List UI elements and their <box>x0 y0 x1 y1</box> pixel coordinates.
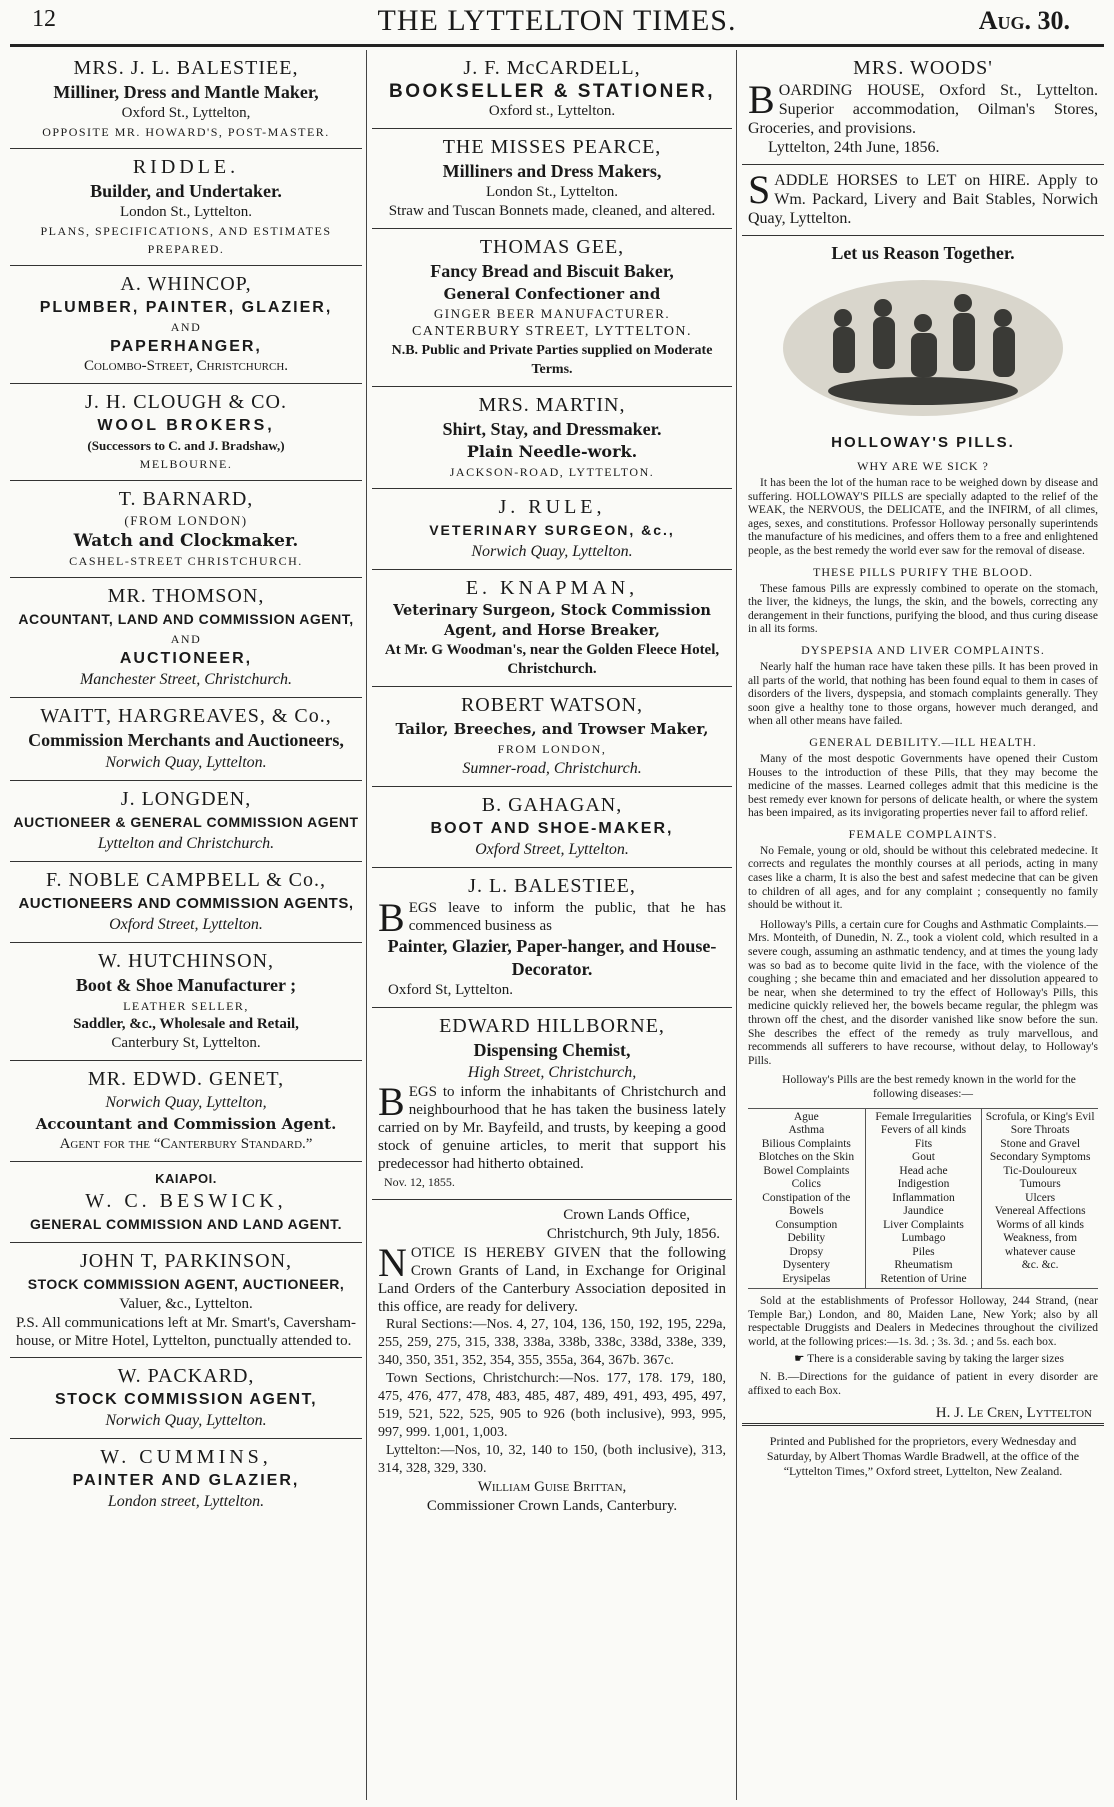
ad-address: London street, Lyttelton. <box>107 1493 265 1510</box>
ad-name: A. WHINCOP, <box>120 273 252 295</box>
ad-trade: STOCK COMMISSION AGENT, <box>54 1391 318 1408</box>
diseases-column <box>981 1109 1098 1289</box>
disease-item: Tic-Douloureux <box>1003 1164 1077 1177</box>
disease-item: Venereal Affections <box>994 1205 1086 1218</box>
disease-item: Secondary Symptoms <box>989 1151 1091 1164</box>
advertisement <box>742 165 1104 236</box>
advertisement <box>10 578 362 698</box>
ad-name: MRS. WOODS' <box>853 57 993 79</box>
ad-trade: Plain Needle-work. <box>466 442 638 461</box>
ad-address: Norwich Quay, Lyttelton. <box>105 1412 267 1429</box>
disease-item: Lumbago <box>901 1232 946 1245</box>
advertisement <box>10 1162 362 1243</box>
ad-address: Lyttelton and Christchurch. <box>97 835 275 852</box>
ad-trade: Boot & Shoe Manufacturer ; <box>75 975 297 995</box>
ad-trade: Shirt, Stay, and Dressmaker. <box>442 419 662 439</box>
column-1 <box>10 50 362 1800</box>
ad-address: At Mr. G Woodman's, near the Golden Fleece Hotel, Christchurch. <box>384 642 720 677</box>
ad-name: MR. EDWD. GENET, <box>87 1068 285 1090</box>
ad-name: J. L. BALESTIEE, <box>468 875 636 897</box>
ad-trade: Accountant and Commission Agent. <box>35 1115 337 1133</box>
engraving-illustration <box>773 273 1073 423</box>
notice-town-sections: Town Sections, Christchurch:—Nos. 177, 178. 179, 180, 475, 476, 477, 478, 483, 485, 487, 489, 491, 493, 495, 497, 519, 521, 522, 525, 905 to 926 (both inclusive), 993, 995, 997, 999. 1,001, 1,003. <box>378 1371 726 1440</box>
ad-trade: ACOUNTANT, LAND AND COMMISSION AGENT, <box>18 611 354 627</box>
disease-item: Ague <box>793 1110 819 1123</box>
ad-trade: Fancy Bread and Biscuit Baker, <box>430 261 674 281</box>
advertisement <box>372 489 732 570</box>
notice-lyttelton-sections: Lyttelton:—Nos, 10, 32, 140 to 150, (both inclusive), 313, 314, 328, 329, 330. <box>378 1443 726 1476</box>
diseases-column <box>748 1109 865 1289</box>
disease-item: Ulcers <box>1025 1191 1056 1204</box>
ad-headline: ADDLE HORSES to LET on HIRE. <box>774 172 1030 189</box>
disease-item: Rheumatism <box>894 1259 953 1272</box>
disease-item: Worms of all kinds <box>996 1218 1084 1231</box>
disease-item: Consumption <box>775 1218 838 1231</box>
disease-item: Weakness, from whatever cause <box>1003 1232 1078 1258</box>
disease-item: Liver Complaints <box>883 1218 964 1231</box>
diseases-column <box>865 1109 982 1289</box>
ad-trade: PLUMBER, PAINTER, GLAZIER, <box>39 299 333 316</box>
disease-item: Retention of Urine <box>880 1272 967 1285</box>
diseases-table <box>748 1108 1098 1290</box>
ad-date: Lyttelton, 24th June, 1856. <box>768 139 940 156</box>
advertisement <box>10 149 362 266</box>
crown-lands-notice <box>372 1200 732 1523</box>
ad-address: Oxford st., Lyttelton. <box>488 103 616 119</box>
ad-address: London St., Lyttelton. <box>485 184 619 200</box>
disease-item: Scrofula, or King's Evil <box>985 1110 1095 1123</box>
advertisement <box>10 1358 362 1439</box>
ad-address: CASHEL-STREET CHRISTCHURCH. <box>69 554 303 568</box>
advertisement <box>372 687 732 787</box>
ad-trade: Veterinary Surgeon, Stock Commission Agent, and Horse Breaker, <box>393 602 711 639</box>
ad-location: KAIAPOI. <box>155 1171 217 1186</box>
header-rule <box>10 44 1104 47</box>
advertisement <box>372 50 732 129</box>
advertisement <box>742 50 1104 165</box>
ad-name: J. RULE, <box>498 496 606 518</box>
ad-name: MRS. MARTIN, <box>478 394 626 416</box>
ad-body: EGS to inform the inhabitants of Christchurch and neighbourhood that he has taken the business lately carried on by Mr. Bayfeild, and trusts, by keeping a good stock of genuine articles, to merit that support his predecessor had hitherto obtained. <box>378 1084 726 1172</box>
ad-body: OARDING HOUSE, Oxford St., Lyttelton. Superior accommodation, Oilman's Stores, Groceries, and provisions. <box>748 82 1098 137</box>
pointing-hand-icon: ☛ <box>794 1353 808 1366</box>
ad-trade: AUCTIONEER, <box>119 650 253 667</box>
ad-trade: Watch and Clockmaker. <box>73 531 299 551</box>
ad-note: N.B. Public and Private Parties supplied on Moderate Terms. <box>391 343 713 377</box>
ad-note: PLANS, SPECIFICATIONS, AND ESTIMATES PREPARED. <box>40 224 332 256</box>
disease-item: Indigestion <box>897 1178 950 1191</box>
ad-name: J. F. McCARDELL, <box>463 57 641 79</box>
ad-address: Valuer, &c., Lyttelton. <box>119 1296 253 1312</box>
disease-item: Colics <box>791 1178 822 1191</box>
column-divider <box>366 50 367 1800</box>
ad-body: EGS leave to inform the public, that he has commenced business as <box>408 900 726 934</box>
ad-note: Agent for the “Canterbury Standard.” <box>59 1136 313 1152</box>
advertisement <box>10 943 362 1061</box>
ad-headline: Let us Reason Together. <box>831 243 1015 263</box>
drop-cap: B <box>748 77 775 122</box>
ad-trade: PAPERHANGER, <box>110 338 262 355</box>
newspaper-title: THE LYTTELTON TIMES. <box>377 4 737 37</box>
section-body: These famous Pills are expressly combined to operate on the stomach, the liver, the kidneys, the lungs, the skin, and the bowels, correcting any derangement in their functions, purifying the blood, and thus curing disease in all its forms. <box>748 582 1098 636</box>
ad-trade: LEATHER SELLER, <box>123 999 249 1013</box>
advertisement <box>372 570 732 687</box>
advertisement <box>372 387 732 489</box>
advertisement <box>10 862 362 943</box>
disease-item: Head ache <box>899 1164 948 1177</box>
ad-name: F. NOBLE CAMPBELL & Co., <box>45 869 326 891</box>
disease-item: Constipation of the Bowels <box>762 1191 851 1218</box>
ad-address: CANTERBURY STREET, LYTTELTON. <box>411 324 693 339</box>
advertisement <box>10 1439 362 1519</box>
disease-item: Bilious Complaints <box>761 1137 851 1150</box>
ad-trade: Builder, and Undertaker. <box>90 181 282 201</box>
disease-item: Asthma <box>788 1124 825 1137</box>
ad-trade: Commission Merchants and Auctioneers, <box>28 730 344 750</box>
advertisement <box>10 1061 362 1162</box>
ad-trade: General Confectioner and <box>443 285 661 303</box>
column-divider <box>736 50 737 1800</box>
disease-item: Dysentery <box>782 1259 830 1272</box>
ad-trade: Tailor, Breeches, and Trowser Maker, <box>395 720 709 738</box>
notice-date: Christchurch, 9th July, 1856. <box>546 1226 720 1242</box>
disease-item: Bowel Complaints <box>763 1164 850 1177</box>
disease-item: Inflammation <box>892 1191 955 1204</box>
ad-name: W. PACKARD, <box>117 1365 255 1387</box>
ad-trade: VETERINARY SURGEON, &c., <box>429 522 675 538</box>
column-3 <box>742 50 1104 1800</box>
disease-item: Fevers of all kinds <box>880 1124 967 1137</box>
ad-trade: Saddler, &c., Wholesale and Retail, <box>73 1016 299 1032</box>
ad-name: J. LONGDEN, <box>120 788 252 810</box>
advertisement <box>372 868 732 1008</box>
ad-trade: BOOKSELLER & STATIONER, <box>389 81 715 102</box>
ad-trade: AUCTIONEER & GENERAL COMMISSION AGENT <box>13 814 359 830</box>
ad-address: Oxford St, Lyttelton. <box>388 982 513 998</box>
section-heading: WHY ARE WE SICK ? <box>857 459 989 473</box>
saving-note-text: There is a considerable saving by taking the larger sizes <box>807 1353 1064 1366</box>
disease-item: Tumours <box>1019 1178 1061 1191</box>
ad-name: E. KNAPMAN, <box>465 577 639 599</box>
ad-name: W. C. BESWICK, <box>85 1190 287 1212</box>
ad-name: T. BARNARD, <box>118 488 254 510</box>
section-body: Many of the most despotic Governments have opened their Custom Houses to the introduction of these Pills, that they may become the medicine of the masses. Learned colleges admit that this medicine is the best remedy ever known for persons of delicate health, or where the system has been impaired, as its invigorating properties never fail to afford relief. <box>748 752 1098 820</box>
page-number: 12 <box>32 6 56 32</box>
advertisement <box>10 481 362 578</box>
advertisement <box>10 50 362 149</box>
issue-date: Aug. 30. <box>978 6 1070 35</box>
ad-note: (FROM LONDON) <box>124 513 248 528</box>
ad-trade: Milliners and Dress Makers, <box>442 161 662 181</box>
testimonial: Holloway's Pills, a certain cure for Coughs and Asthmatic Complaints.—Mrs. Monteith, of Dunedin, N. Z., took a violent cold, which resulted in a severe cough, assuming an asthmatic tendency, and at times the young lady was so bad as to become quite livid in the face, with the violence of the coughing ; she became thin and emaciated and her dissolution appeared to be near, when she determined to try the effect of Holloway's Pills, this medicine quickly relieved her, the bowels became regular, the phlegm was thrown off the chest, and the disorder vanished like snow before the sun. She describes the effect of the remedy as truly marvellous, and recommends all sufferers to have recourse, without delay, to Holloway's Pills. <box>748 918 1098 1067</box>
directions-note: N. B.—Directions for the guidance of patient in every disorder are affixed to each Box. <box>748 1371 1098 1397</box>
disease-item: Blotches on the Skin <box>758 1151 855 1164</box>
ad-note: P.S. All communications left at Mr. Smart's, Caversham-house, or Mitre Hotel, Lyttelton, punctually attended to. <box>16 1315 356 1349</box>
advertisement <box>372 229 732 387</box>
ad-name: W. CUMMINS, <box>100 1446 272 1468</box>
ad-trade: AUCTIONEERS AND COMMISSION AGENTS, <box>18 895 354 912</box>
ad-trade: GINGER BEER MANUFACTURER. <box>433 306 671 321</box>
ad-address: Sumner-road, Christchurch. <box>462 760 642 777</box>
disease-item: Piles <box>912 1245 935 1258</box>
section-body: It has been the lot of the human race to be weighed down by disease and suffering. HOLLOWAY'S PILLS are specially adapted to the relief of the WEAK, the NERVOUS, the DELICATE, and the INFIRM, of all climes, ages, sexes, and constitutions. Professor Holloway personally superintends the manufacture of his medicines, and offers them to a free and enlightened people, as the best remedy the world ever saw for the removal of disease. <box>748 477 1098 557</box>
advertisement <box>372 129 732 229</box>
ad-name: MR. THOMSON, <box>107 585 265 607</box>
ad-address: Oxford Street, Lyttelton. <box>109 916 263 933</box>
ad-address: London St., Lyttelton. <box>119 204 253 220</box>
notice-body: OTICE IS HEREBY GIVEN that the following Crown Grants of Land, in Exchange for Original Land Orders of the Canterbury Association deposited in this office, are ready for delivery. <box>378 1245 726 1315</box>
ad-address: Norwich Quay, Lyttelton. <box>105 754 267 771</box>
advertisement <box>10 266 362 384</box>
section-body: No Female, young or old, should be without this celebrated medecine. It corrects and regulates the monthly courses at all periods, acting in many cases like a charm, It is also the best and safest medecine that can be given to children of all ages, and for any complaint ; consequently no family should be without it. <box>748 844 1098 912</box>
notice-office: Crown Lands Office, <box>563 1207 690 1223</box>
ad-body: Apply to Wm. Packard, Livery and Bait Stables, Norwich Quay, Lyttelton. <box>748 172 1098 227</box>
ad-name: J. H. CLOUGH & CO. <box>85 391 287 413</box>
ad-name: WAITT, HARGREAVES, & Co., <box>40 705 332 727</box>
drop-cap: B <box>378 1079 405 1124</box>
ad-address: Norwich Quay, Lyttelton, <box>105 1094 267 1111</box>
disease-item: Female Irregularities <box>875 1110 972 1123</box>
ad-name: W. HUTCHINSON, <box>97 950 275 972</box>
ad-address: Oxford St., Lyttelton, <box>121 105 251 121</box>
notice-rural-sections: Rural Sections:—Nos. 4, 27, 104, 136, 150, 192, 195, 229a, 255, 259, 275, 315, 338, 338a, 338b, 338c, 338d, 338e, 339, 340, 350, 351, 352, 354, 355, 355a, 364, 367b. 367c. <box>378 1317 726 1368</box>
disease-item: Gout <box>911 1151 935 1164</box>
advertisement <box>372 1008 732 1200</box>
ad-date: Nov. 12, 1855. <box>384 1175 455 1189</box>
ad-trade: GENERAL COMMISSION AND LAND AGENT. <box>29 1216 343 1232</box>
sale-notice: Sold at the establishments of Professor Holloway, 244 Strand, (near Temple Bar,) London, and 80, Maiden Lane, New York; also by all respectable Druggists and Dealers in Medecines throughout the civilized world, at the following prices:—1s. 3d. ; 3s. 3d. ; and 5s. each box. <box>748 1295 1098 1348</box>
ad-trade: Painter, Glazier, Paper-hanger, and House-Decorator. <box>387 936 717 979</box>
advertisement <box>10 781 362 862</box>
ad-name: THOMAS GEE, <box>479 236 625 258</box>
disease-item: &c. &c. <box>1021 1259 1059 1272</box>
column-2 <box>372 50 732 1800</box>
notice-signatory: William Guise Brittan, <box>477 1479 627 1495</box>
ad-name: MRS. J. L. BALESTIEE, <box>73 57 299 79</box>
holloway-advertisement <box>742 236 1104 1423</box>
ad-name: JOHN T, PARKINSON, <box>79 1250 293 1272</box>
advertisement <box>10 698 362 781</box>
ad-address: Norwich Quay, Lyttelton. <box>471 543 633 560</box>
agent-signature: H. J. Le Cren, Lyttelton <box>935 1405 1092 1422</box>
disease-item: Sore Throats <box>1010 1124 1070 1137</box>
ad-name: B. GAHAGAN, <box>481 794 623 816</box>
ad-address: Oxford Street, Lyttelton. <box>475 841 629 858</box>
ad-note: FROM LONDON, <box>497 742 607 756</box>
ad-name: RIDDLE. <box>132 156 240 178</box>
section-heading: FEMALE COMPLAINTS. <box>848 826 998 841</box>
ad-conjunction: AND <box>170 320 202 334</box>
section-body: Nearly half the human race have taken these pills. It has been proved in all parts of the world, that nothing has been found equal to them in cases of disorders of the livers, dyspepsia, and stomach complaints generally. They soon give a healthy tone to those organs, however much deranged, and when all other means have failed. <box>748 660 1098 728</box>
ad-address: MELBOURNE. <box>139 457 233 471</box>
ad-headline: HOLLOWAY'S PILLS. <box>831 434 1015 451</box>
advertisement <box>372 787 732 868</box>
disease-item: Dropsy <box>789 1245 824 1258</box>
printer-imprint: Printed and Published for the proprietors, every Wednesday and Saturday, by Albert Thomas Wardle Bradwell, at the office of the “Lyttelton Times,” Oxford street, Lyttelton, New Zealand. <box>742 1423 1104 1487</box>
ad-address: Canterbury St, Lyttelton. <box>111 1035 261 1051</box>
ad-trade: Dispensing Chemist, <box>473 1040 631 1060</box>
ad-address: High Street, Christchurch, <box>467 1064 637 1081</box>
saving-note <box>744 1353 1102 1367</box>
disease-item: Stone and Gravel <box>1000 1137 1081 1150</box>
drop-cap: N <box>378 1240 407 1285</box>
disease-item: Jaundice <box>903 1205 944 1218</box>
ad-name: EDWARD HILLBORNE, <box>439 1015 665 1037</box>
ad-address: Manchester Street, Christchurch. <box>79 671 293 688</box>
advertisement <box>10 1243 362 1358</box>
ad-conjunction: AND <box>170 632 202 646</box>
section-heading: DYSPEPSIA AND LIVER COMPLAINTS. <box>801 642 1045 657</box>
ad-trade: BOOT AND SHOE-MAKER, <box>430 820 674 837</box>
ad-trade: PAINTER AND GLAZIER, <box>72 1472 300 1489</box>
ad-name: ROBERT WATSON, <box>460 694 644 716</box>
ad-trade: WOOL BROKERS, <box>97 417 275 434</box>
ad-address: Colombo-Street, Christchurch. <box>83 358 289 374</box>
section-heading: THESE PILLS PURIFY THE BLOOD. <box>812 564 1033 579</box>
diseases-intro: Holloway's Pills are the best remedy known in the world for the following diseases:— <box>782 1074 1076 1100</box>
advertisement <box>10 384 362 481</box>
ad-name: THE MISSES PEARCE, <box>442 136 662 158</box>
ad-note: OPPOSITE MR. HOWARD'S, POST-MASTER. <box>42 125 330 139</box>
disease-item: Fits <box>914 1137 933 1150</box>
drop-cap: S <box>748 167 771 212</box>
drop-cap: B <box>378 895 405 940</box>
ad-address: JACKSON-ROAD, LYTTELTON. <box>449 465 655 479</box>
notice-signatory-title: Commissioner Crown Lands, Canterbury. <box>426 1498 678 1514</box>
ad-note: Straw and Tuscan Bonnets made, cleaned, and altered. <box>388 203 716 219</box>
page-header <box>0 0 1114 48</box>
ad-note: (Successors to C. and J. Bradshaw,) <box>87 438 285 453</box>
section-heading: GENERAL DEBILITY.—ILL HEALTH. <box>809 734 1037 749</box>
ad-trade: STOCK COMMISSION AGENT, AUCTIONEER, <box>27 1276 345 1292</box>
disease-item: Erysipelas <box>782 1272 831 1285</box>
disease-item: Debility <box>787 1232 826 1245</box>
ad-trade: Milliner, Dress and Mantle Maker, <box>53 82 319 102</box>
